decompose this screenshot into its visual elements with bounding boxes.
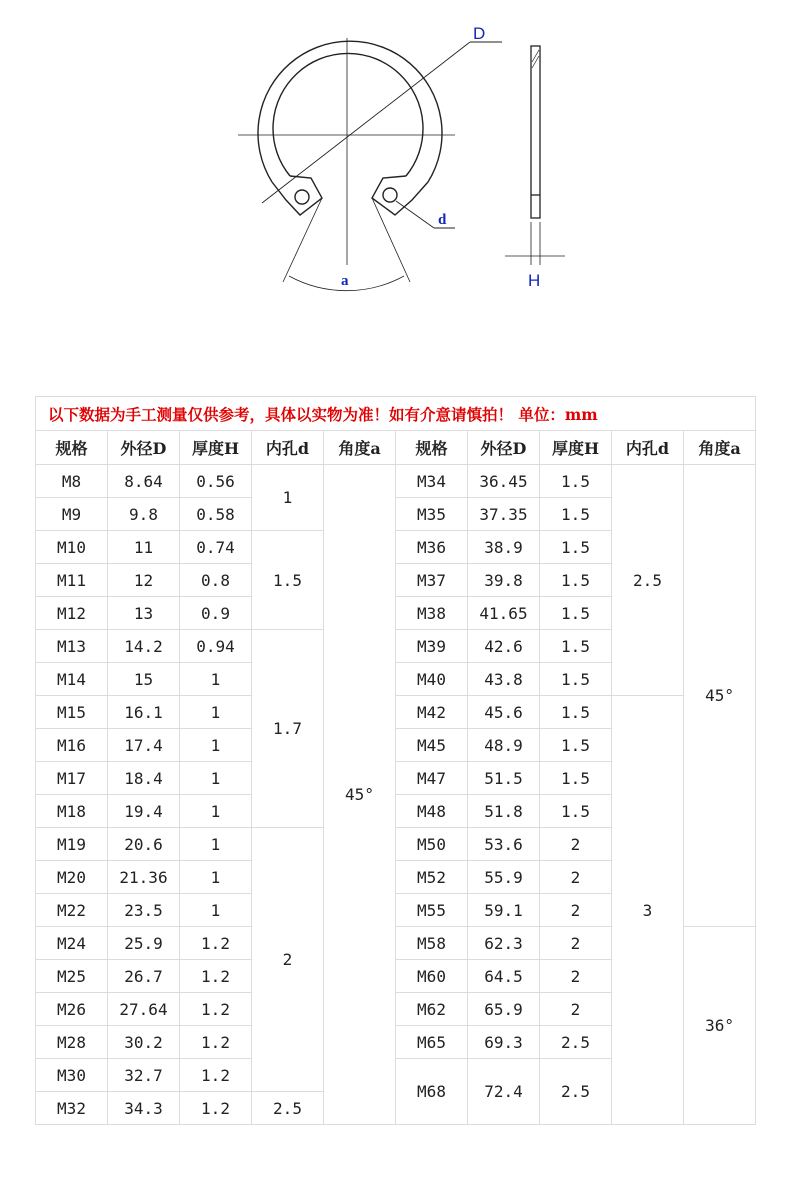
outer-diameter-cell: 32.7 [108, 1059, 180, 1092]
thickness-cell: 1 [180, 729, 252, 762]
spec-cell: M40 [396, 663, 468, 696]
header-outer-diameter-left: 外径D [108, 431, 180, 465]
thickness-cell: 2.5 [540, 1026, 612, 1059]
spec-cell: M13 [36, 630, 108, 663]
outer-diameter-cell: 36.45 [468, 465, 540, 498]
spec-cell: M26 [36, 993, 108, 1026]
thickness-cell: 1.5 [540, 663, 612, 696]
outer-diameter-cell: 48.9 [468, 729, 540, 762]
outer-diameter-cell: 42.6 [468, 630, 540, 663]
header-thickness-right: 厚度H [540, 431, 612, 465]
spec-cell: M38 [396, 597, 468, 630]
header-hole-left: 内孔d [252, 431, 324, 465]
outer-diameter-cell: 21.36 [108, 861, 180, 894]
thickness-cell: 1.2 [180, 927, 252, 960]
thickness-cell: 1.2 [180, 960, 252, 993]
outer-diameter-cell: 64.5 [468, 960, 540, 993]
thickness-cell: 1.5 [540, 597, 612, 630]
outer-diameter-cell: 25.9 [108, 927, 180, 960]
table-row [36, 465, 756, 498]
hole-cell: 1.5 [252, 531, 324, 630]
thickness-cell: 1.5 [540, 465, 612, 498]
outer-diameter-cell: 14.2 [108, 630, 180, 663]
ring-outer-edge [258, 41, 442, 182]
hole-cell: 3 [612, 696, 684, 1125]
outer-diameter-cell: 45.6 [468, 696, 540, 729]
hole-cell: 1.7 [252, 630, 324, 828]
spec-cell: M55 [396, 894, 468, 927]
thickness-cell: 1.5 [540, 696, 612, 729]
outer-diameter-cell: 13 [108, 597, 180, 630]
header-row [36, 431, 756, 465]
thickness-cell: 1 [180, 762, 252, 795]
thickness-cell: 1.5 [540, 762, 612, 795]
angle-extension-left [283, 198, 322, 282]
header-spec-right: 规格 [396, 431, 468, 465]
spec-cell: M16 [36, 729, 108, 762]
outer-diameter-cell: 55.9 [468, 861, 540, 894]
spec-cell: M10 [36, 531, 108, 564]
spec-cell: M19 [36, 828, 108, 861]
spec-cell: M47 [396, 762, 468, 795]
hole-cell: 1 [252, 465, 324, 531]
spec-cell: M17 [36, 762, 108, 795]
diameter-leader [262, 42, 470, 203]
thickness-cell: 1.2 [180, 1059, 252, 1092]
thickness-cell: 1.2 [180, 1026, 252, 1059]
spec-cell: M24 [36, 927, 108, 960]
outer-diameter-cell: 16.1 [108, 696, 180, 729]
hatch-line [532, 56, 539, 68]
spec-table [35, 396, 756, 1125]
spec-cell: M52 [396, 861, 468, 894]
thickness-cell: 1.5 [540, 531, 612, 564]
spec-cell: M36 [396, 531, 468, 564]
hole-leader [396, 201, 434, 228]
angle-extension-right [372, 198, 410, 282]
left-lug [272, 176, 322, 215]
thickness-cell: 1.5 [540, 498, 612, 531]
outer-diameter-cell: 20.6 [108, 828, 180, 861]
spec-cell: M45 [396, 729, 468, 762]
thickness-cell: 1 [180, 795, 252, 828]
spec-cell: M11 [36, 564, 108, 597]
label-angle: a [341, 273, 349, 289]
thickness-cell: 2 [540, 960, 612, 993]
thickness-cell: 2 [540, 861, 612, 894]
hole-cell: 2.5 [612, 465, 684, 696]
thickness-cell: 1 [180, 828, 252, 861]
header-angle-right: 角度a [684, 431, 756, 465]
thickness-cell: 2 [540, 894, 612, 927]
spec-cell: M28 [36, 1026, 108, 1059]
header-outer-diameter-right: 外径D [468, 431, 540, 465]
outer-diameter-cell: 34.3 [108, 1092, 180, 1125]
thickness-cell: 0.58 [180, 498, 252, 531]
spec-cell: M68 [396, 1059, 468, 1125]
spec-cell: M42 [396, 696, 468, 729]
spec-cell: M14 [36, 663, 108, 696]
spec-cell: M50 [396, 828, 468, 861]
right-lug [372, 176, 428, 215]
thickness-cell: 2 [540, 828, 612, 861]
hole-cell: 2 [252, 828, 324, 1092]
thickness-cell: 1.5 [540, 795, 612, 828]
outer-diameter-cell: 51.8 [468, 795, 540, 828]
outer-diameter-cell: 59.1 [468, 894, 540, 927]
outer-diameter-cell: 9.8 [108, 498, 180, 531]
outer-diameter-cell: 15 [108, 663, 180, 696]
outer-diameter-cell: 62.3 [468, 927, 540, 960]
thickness-cell: 1 [180, 696, 252, 729]
outer-diameter-cell: 51.5 [468, 762, 540, 795]
outer-diameter-cell: 65.9 [468, 993, 540, 1026]
angle-cell: 45° [684, 465, 756, 927]
spec-cell: M35 [396, 498, 468, 531]
thickness-cell: 1.5 [540, 729, 612, 762]
spec-cell: M65 [396, 1026, 468, 1059]
spec-cell: M60 [396, 960, 468, 993]
thickness-cell: 0.74 [180, 531, 252, 564]
left-lug-hole [295, 190, 309, 204]
outer-diameter-cell: 30.2 [108, 1026, 180, 1059]
spec-cell: M48 [396, 795, 468, 828]
outer-diameter-cell: 39.8 [468, 564, 540, 597]
thickness-cell: 1.5 [540, 630, 612, 663]
thickness-cell: 2 [540, 927, 612, 960]
spec-cell: M15 [36, 696, 108, 729]
thickness-cell: 0.9 [180, 597, 252, 630]
spec-cell: M37 [396, 564, 468, 597]
outer-diameter-cell: 43.8 [468, 663, 540, 696]
outer-diameter-cell: 53.6 [468, 828, 540, 861]
right-lug-hole [383, 188, 397, 202]
outer-diameter-cell: 23.5 [108, 894, 180, 927]
outer-diameter-cell: 26.7 [108, 960, 180, 993]
header-thickness-left: 厚度H [180, 431, 252, 465]
outer-diameter-cell: 11 [108, 531, 180, 564]
thickness-cell: 0.56 [180, 465, 252, 498]
notice-banner: 以下数据为手工测量仅供参考，具体以实物为准！如有介意请慎拍！ 单位：mm [36, 397, 756, 431]
outer-diameter-cell: 19.4 [108, 795, 180, 828]
spec-cell: M62 [396, 993, 468, 1026]
spec-cell: M8 [36, 465, 108, 498]
spec-cell: M22 [36, 894, 108, 927]
circlip-side-view [505, 46, 565, 265]
outer-diameter-cell: 72.4 [468, 1059, 540, 1125]
spec-cell: M12 [36, 597, 108, 630]
spec-cell: M32 [36, 1092, 108, 1125]
spec-cell: M30 [36, 1059, 108, 1092]
table-row [36, 696, 756, 729]
outer-diameter-cell: 38.9 [468, 531, 540, 564]
thickness-cell: 0.8 [180, 564, 252, 597]
outer-diameter-cell: 41.65 [468, 597, 540, 630]
outer-diameter-cell: 27.64 [108, 993, 180, 1026]
thickness-cell: 1.2 [180, 1092, 252, 1125]
outer-diameter-cell: 8.64 [108, 465, 180, 498]
thickness-cell: 2 [540, 993, 612, 1026]
outer-diameter-cell: 37.35 [468, 498, 540, 531]
outer-diameter-cell: 18.4 [108, 762, 180, 795]
spec-cell: M25 [36, 960, 108, 993]
spec-cell: M9 [36, 498, 108, 531]
side-profile [531, 46, 540, 218]
thickness-cell: 0.94 [180, 630, 252, 663]
circlip-technical-drawing [0, 0, 790, 300]
header-angle-left: 角度a [324, 431, 396, 465]
spec-cell: M34 [396, 465, 468, 498]
ring-inner-edge [273, 53, 423, 176]
thickness-cell: 1 [180, 663, 252, 696]
spec-cell: M58 [396, 927, 468, 960]
thickness-cell: 1.2 [180, 993, 252, 1026]
label-hole: d [438, 212, 447, 228]
circlip-front-view [238, 38, 502, 291]
spec-cell: M39 [396, 630, 468, 663]
outer-diameter-cell: 12 [108, 564, 180, 597]
spec-cell: M20 [36, 861, 108, 894]
label-thickness: H [528, 271, 541, 290]
thickness-cell: 1 [180, 894, 252, 927]
header-hole-right: 内孔d [612, 431, 684, 465]
angle-cell: 36° [684, 927, 756, 1125]
hatch-line [532, 50, 539, 62]
thickness-cell: 1 [180, 861, 252, 894]
hole-cell: 2.5 [252, 1092, 324, 1125]
spec-cell: M18 [36, 795, 108, 828]
header-spec-left: 规格 [36, 431, 108, 465]
angle-cell: 45° [324, 465, 396, 1125]
outer-diameter-cell: 17.4 [108, 729, 180, 762]
label-outer-diameter: D [473, 24, 486, 43]
thickness-cell: 1.5 [540, 564, 612, 597]
thickness-cell: 2.5 [540, 1059, 612, 1125]
outer-diameter-cell: 69.3 [468, 1026, 540, 1059]
